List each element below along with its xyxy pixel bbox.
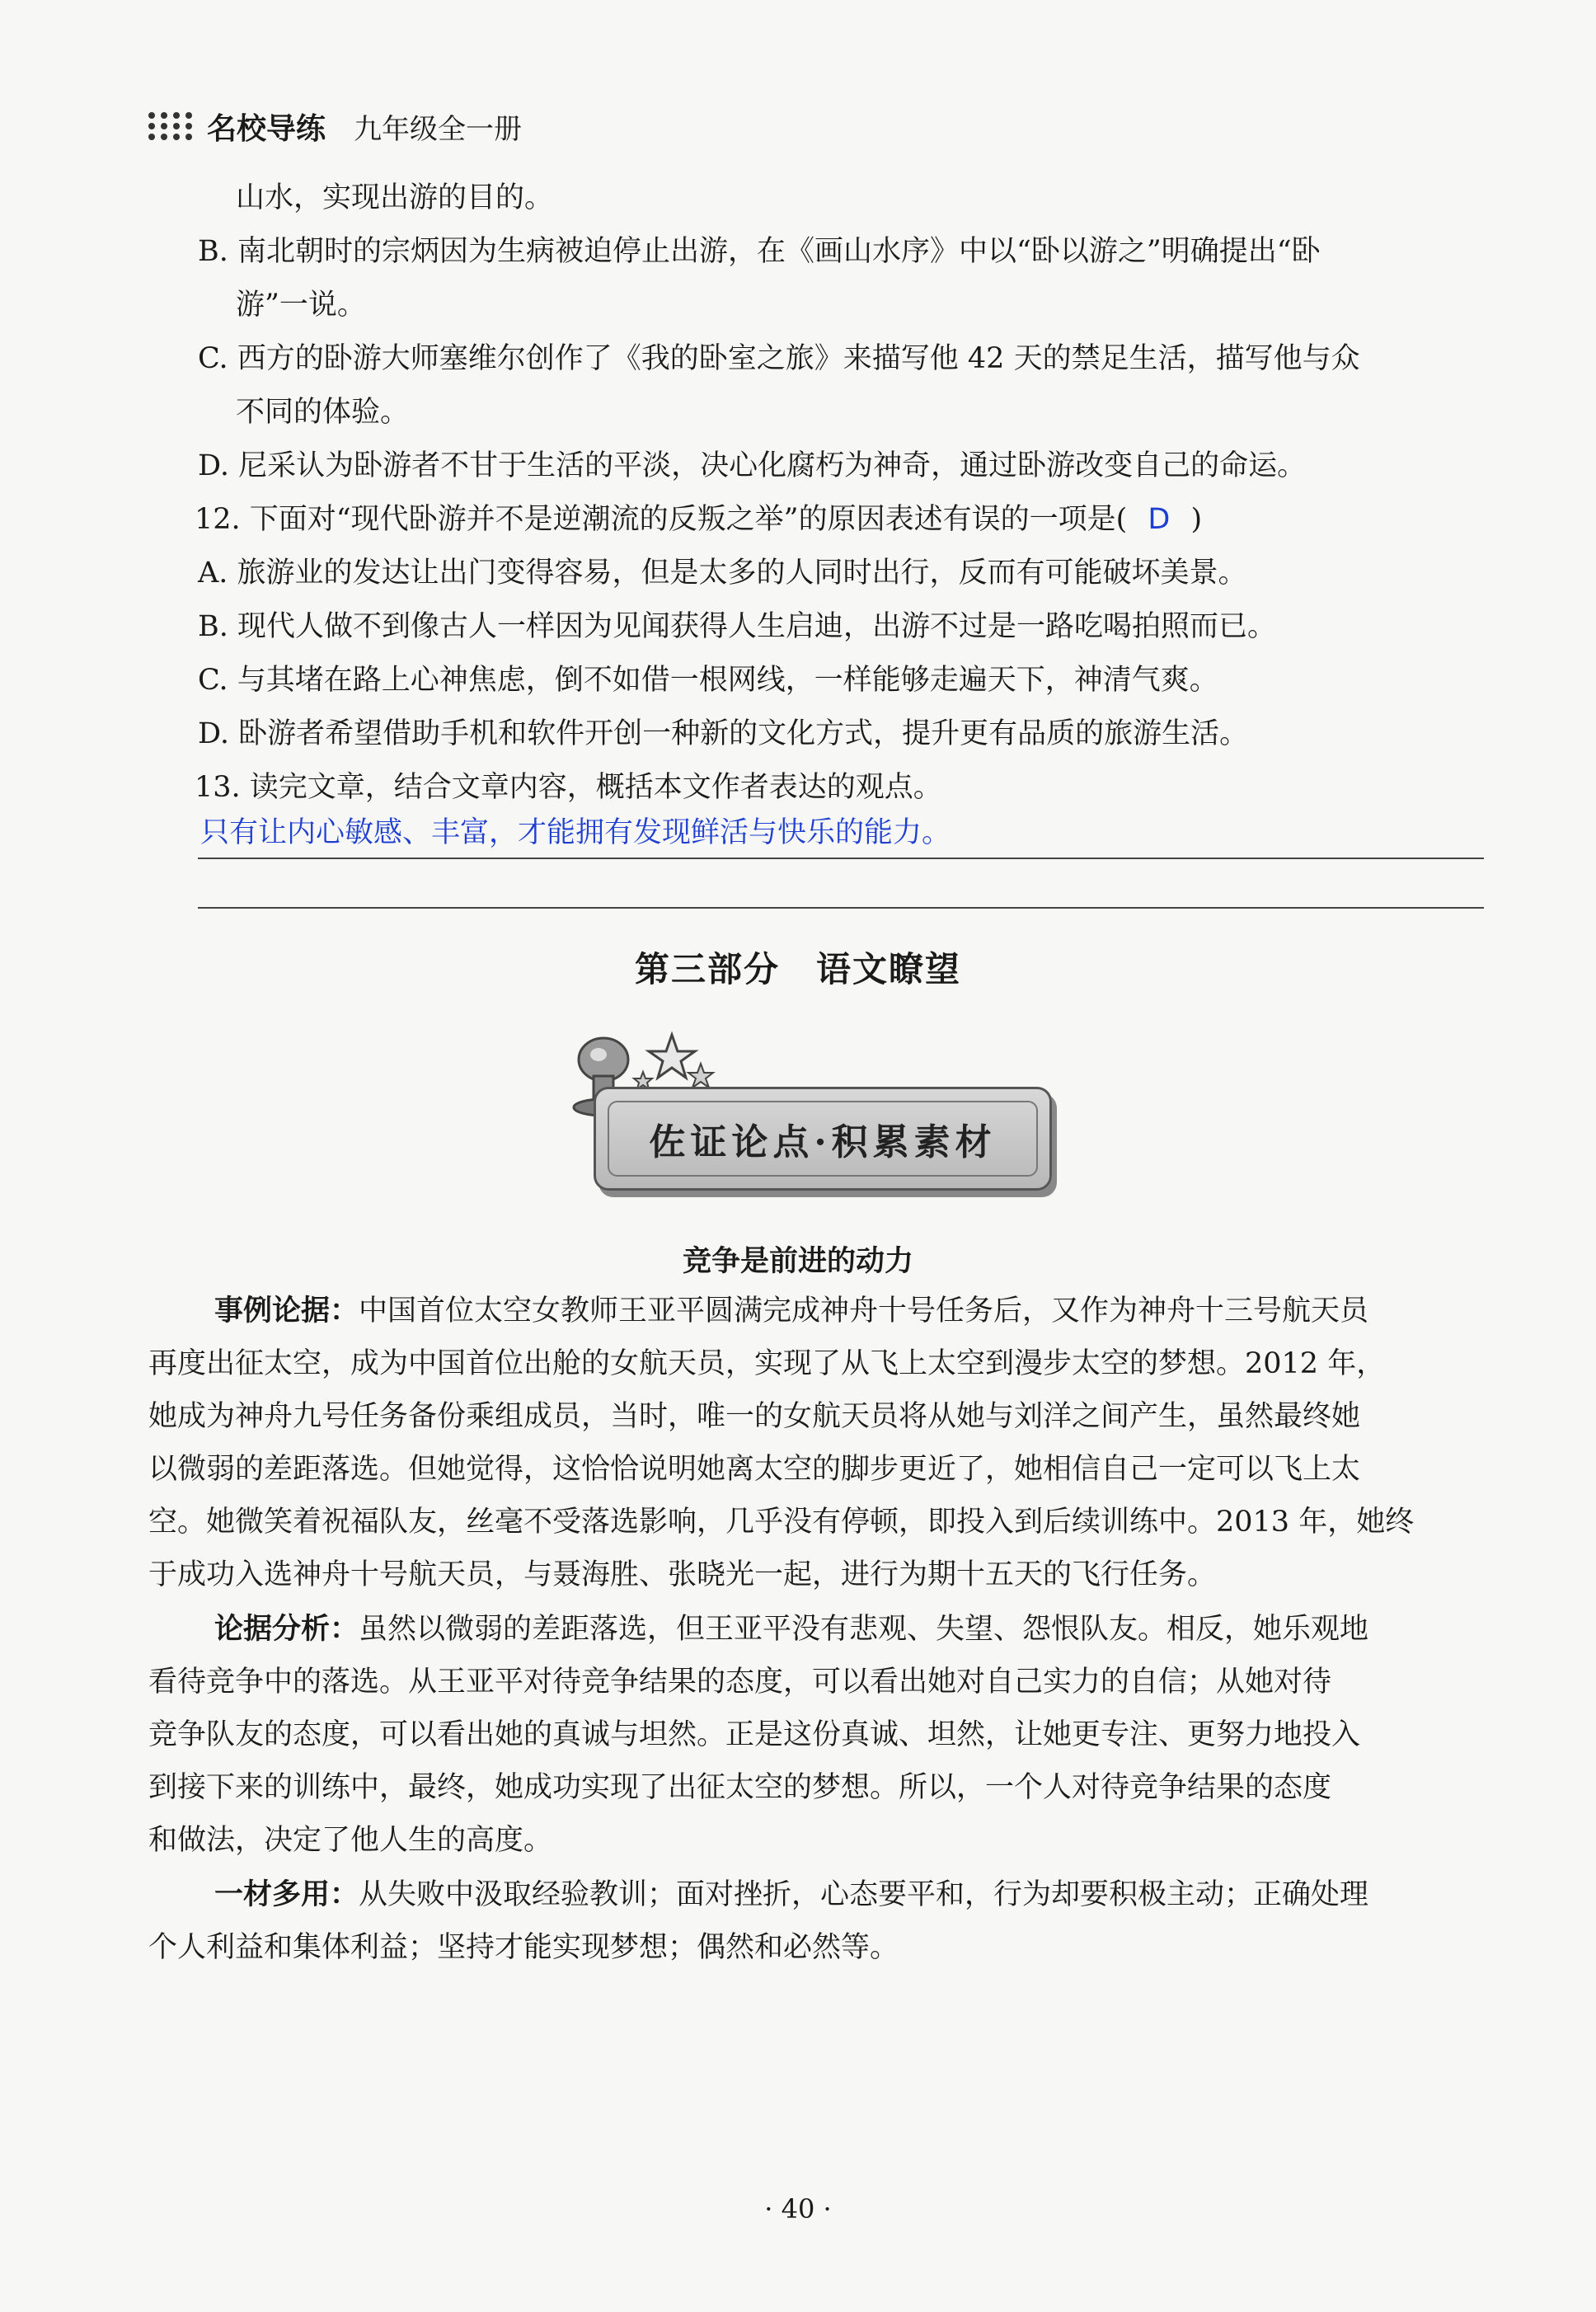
q12-option-c: C. 与其堵在路上心神焦虑，倒不如借一根网线，一样能够走遍天下，神清气爽。	[198, 664, 1218, 697]
banner-text: 佐证论点·积累素材	[649, 1121, 997, 1163]
q12-stem	[195, 499, 1202, 540]
q12-option-d: D. 卧游者希望借助手机和软件开创一种新的文化方式，提升更有品质的旅游生活。	[198, 717, 1249, 750]
book-brand: 名校导练	[207, 111, 326, 146]
page-header	[148, 106, 522, 147]
q12-option-b: B. 现代人做不到像古人一样因为见闻获得人生启迪，出游不过是一路吃喝拍照而已。	[198, 610, 1276, 643]
q12-stem-close: )	[1190, 503, 1203, 536]
example-line: 以微弱的差距落选。但她觉得，这恰恰说明她离太空的脚步更近了，她相信自己一定可以飞上太	[148, 1453, 1361, 1486]
example-text: 中国首位太空女教师王亚平圆满完成神舟十号任务后，又作为神舟十三号航天员	[359, 1295, 1369, 1328]
example-first-line	[214, 1290, 1368, 1332]
multi-use-text: 从失败中汲取经验教训；面对挫折，心态要平和，行为却要积极主动；正确处理	[359, 1878, 1369, 1911]
section-banner	[594, 1087, 1052, 1191]
multi-use-first-line	[214, 1874, 1368, 1915]
example-line: 再度出征太空，成为中国首位出舱的女航天员，实现了从飞上太空到漫步太空的梦想。2012 年，	[148, 1347, 1386, 1380]
q12-stem-text: 12. 下面对“现代卧游并不是逆潮流的反叛之举”的原因表述有误的一项是(	[195, 503, 1128, 536]
answer-line	[198, 858, 1484, 859]
q11-option-d: D. 尼采认为卧游者不甘于生活的平淡，决心化腐朽为神奇，通过卧游改变自己的命运。	[198, 449, 1307, 482]
analysis-text: 虽然以微弱的差距落选，但王亚平没有悲观、失望、怨恨队友。相反，她乐观地	[359, 1613, 1369, 1646]
analysis-line: 竞争队友的态度，可以看出她的真诚与坦然。正是这份真诚、坦然，让她更专注、更努力地投入	[148, 1718, 1361, 1751]
example-line: 空。她微笑着祝福队友，丝毫不受落选影响，几乎没有停顿，即投入到后续训练中。2013 年，她终	[148, 1506, 1415, 1539]
book-grade: 九年级全一册	[354, 112, 523, 146]
q11-option-c: C. 西方的卧游大师塞维尔创作了《我的卧室之旅》来描写他 42 天的禁足生活，描写他与众	[198, 342, 1360, 375]
example-line: 她成为神舟九号任务备份乘组成员，当时，唯一的女航天员将从她与刘洋之间产生，虽然最终她	[148, 1400, 1361, 1433]
analysis-line: 到接下来的训练中，最终，她成功实现了出征太空的梦想。所以，一个人对待竞争结果的态度	[148, 1771, 1332, 1804]
analysis-line: 和做法，决定了他人生的高度。	[148, 1824, 553, 1857]
multi-use-line: 个人利益和集体利益；坚持才能实现梦想；偶然和必然等。	[148, 1931, 899, 1964]
q11-option-b: B. 南北朝时的宗炳因为生病被迫停止出游，在《画山水序》中以“卧以游之”明确提出“卧	[198, 235, 1321, 268]
answer-line	[198, 907, 1484, 909]
example-line: 于成功入选神舟十号航天员，与聂海胜、张晓光一起，进行为期十五天的飞行任务。	[148, 1558, 1217, 1591]
q12-option-a: A. 旅游业的发达让出门变得容易，但是太多的人同时出行，反而有可能破坏美景。	[198, 557, 1247, 590]
multi-use-label: 一材多用：	[214, 1878, 359, 1911]
q11-line: 不同的体验。	[236, 396, 410, 429]
section-title: 第三部分 语文瞭望	[634, 949, 961, 989]
analysis-first-line	[214, 1609, 1368, 1650]
q11-line: 游”一说。	[236, 289, 366, 322]
material-title: 竞争是前进的动力	[682, 1245, 913, 1278]
analysis-label: 论据分析：	[214, 1613, 359, 1646]
example-label: 事例论据：	[214, 1295, 359, 1328]
dots-icon	[148, 112, 194, 140]
page-number: · 40 ·	[764, 2193, 832, 2225]
analysis-line: 看待竞争中的落选。从王亚平对待竞争结果的态度，可以看出她对自己实力的自信；从她对待	[148, 1666, 1332, 1699]
q13-answer: 只有让内心敏感、丰富，才能拥有发现鲜活与快乐的能力。	[200, 816, 951, 849]
q11-line: 山水，实现出游的目的。	[236, 181, 554, 214]
q13-stem: 13. 读完文章，结合文章内容，概括本文作者表达的观点。	[195, 771, 942, 804]
q12-answer: D	[1148, 503, 1171, 536]
